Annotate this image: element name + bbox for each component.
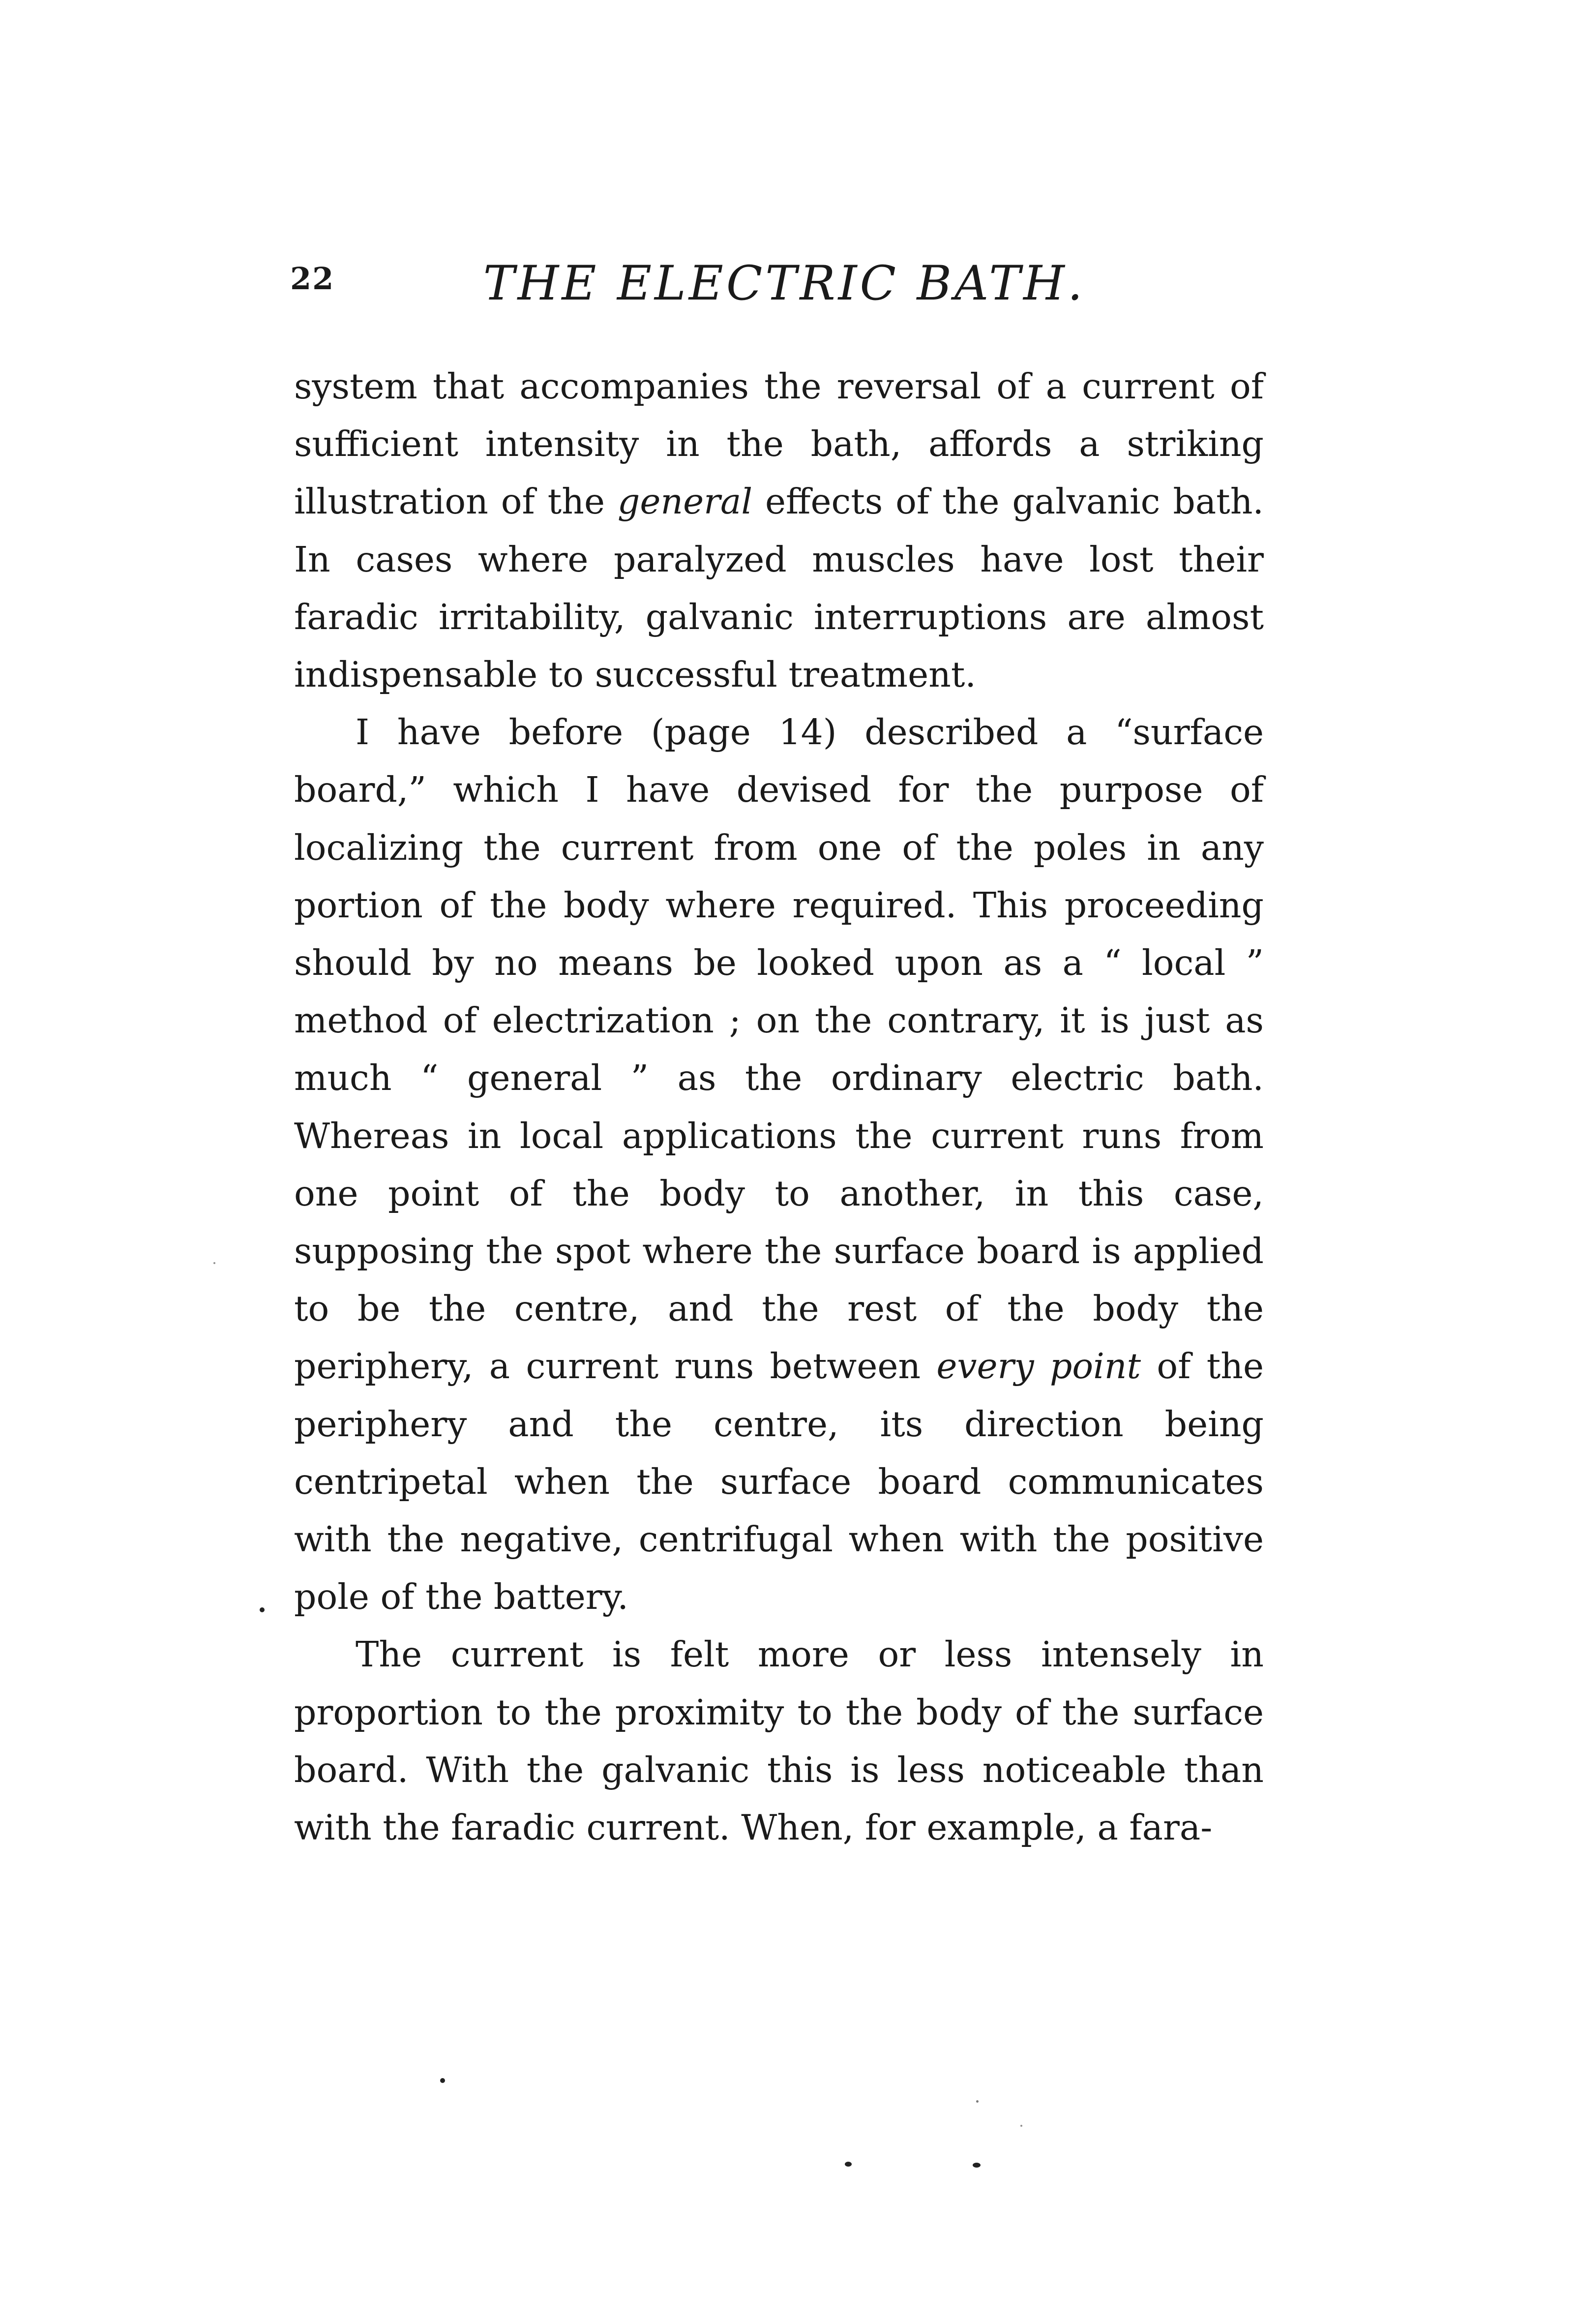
scan-speck	[973, 2163, 981, 2168]
scan-speck	[213, 1262, 215, 1264]
running-title: THE ELECTRIC BATH.	[483, 256, 1086, 311]
scan-speck	[845, 2162, 852, 2167]
scan-speck	[1020, 2125, 1022, 2127]
paragraph-3: The current is felt more or less intensely in proportion to the proximity to the body of the surface board. With the galvanic this is less noticeable than with the faradic current. When, for example, a fara-	[294, 1634, 1264, 1848]
paragraph-2-text-end: of the periphery and the centre, its direction being centripetal when the surface board communicates with the negative, centrifugal when with the positive pole of the battery.	[294, 1346, 1264, 1618]
page-number: 22	[290, 261, 335, 297]
paragraph-2-text: I have before (page 14) described a “surface board,” which I have devised for the purpose of localizing the current from one of the poles in any portion of the body where required. This proceeding should by no means be looked upon as a “ local ” method of electrization ; on the contrary, it is just as much “ general ” as the ordinary electric bath. Whereas in local applications the current runs from one point of the body to another, in this case, supposing the spot where the surface board is applied to be the centre, and the rest of the body the periphery, a current runs between	[294, 712, 1264, 1387]
paragraph-1	[294, 358, 1264, 703]
page-header	[290, 256, 1279, 320]
scan-speck	[440, 2078, 445, 2083]
paragraph-1-text: system that accompanies the reversal of a current of sufficient intensity in the bath, affords a striking illustration of the	[294, 366, 1264, 522]
paragraph-2-emphasis: every point	[936, 1346, 1141, 1387]
scan-speck	[260, 1607, 265, 1612]
paragraph-1-emphasis: general	[617, 481, 753, 522]
body-text	[294, 358, 1264, 1856]
paragraph-2	[294, 703, 1264, 1626]
paragraph-1-text-end: effects of the galvanic bath. In cases where paralyzed muscles have lost their faradic irritability, galvanic interruptions are almost indispensable to successful treatment.	[294, 481, 1264, 695]
scan-speck	[976, 2100, 979, 2103]
